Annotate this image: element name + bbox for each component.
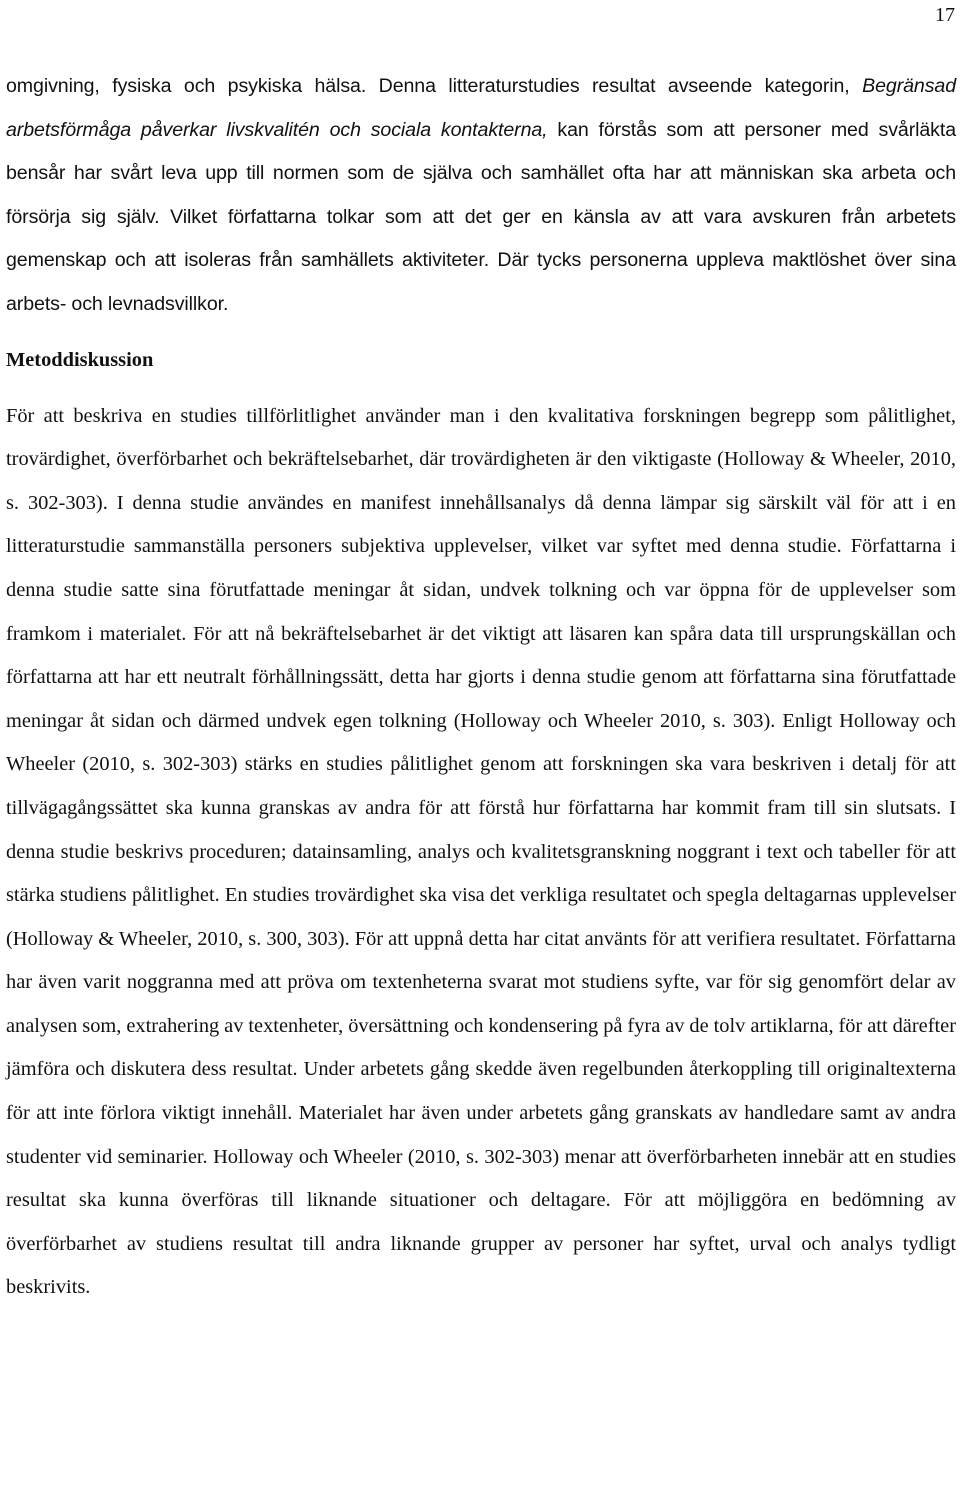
- paragraph-method-discussion: För att beskriva en studies tillförlitlighet använder man i den kvalitativa forskningen begrepp som pålitlighet, trovärdighet, överförbarhet och bekräftelsebarhet, där trovärdigheten är den viktigaste (Holloway & Wheeler, 2010, s. 302-303). I denna studie användes en manifest innehållsanalys då denna lämpar sig särskilt väl för att i en litteraturstudie sammanställa personers subjektiva upplevelser, vilket var syftet med denna studie. Författarna i denna studie satte sina förutfattade meningar åt sidan, undvek tolkning och var öppna för de upplevelser som framkom i materialet. För att nå bekräftelsebarhet är det viktigt att läsaren kan spåra data till ursprungskällan och författarna att har ett neutralt förhållningssätt, detta har gjorts i denna studie genom att författarna sina förutfattade meningar åt sidan och därmed undvek egen tolkning (Holloway och Wheeler 2010, s. 303). Enligt Holloway och Wheeler (2010, s. 302-303) stärks en studies pålitlighet genom att forskningen ska vara beskriven i detalj för att tillvägagångssättet ska kunna granskas av andra för att förstå hur författarna har kommit fram till sin slutsats. I denna studie beskrivs proceduren; datainsamling, analys och kvalitetsgranskning noggrant i text och tabeller för att stärka studiens pålitlighet. En studies trovärdighet ska visa det verkliga resultatet och spegla deltagarnas upplevelser (Holloway & Wheeler, 2010, s. 300, 303). För att uppnå detta har citat använts för att verifiera resultatet. Författarna har även varit noggranna med att pröva om textenheterna svarat mot studiens syfte, var för sig genomfört delar av analysen som, extrahering av textenheter, översättning och kondensering på fyra av de tolv artiklarna, för att därefter jämföra och diskutera dess resultat. Under arbetets gång skedde även regelbunden återkoppling till originaltexterna för att inte förlora viktigt innehåll. Materialet har även under arbetets gång granskats av handledare samt av andra studenter vid seminarier. Holloway och Wheeler (2010, s. 302-303) menar att överförbarheten innebär att en studies resultat ska kunna överföras till liknande situationer och deltagare. För att möjliggöra en bedömning av överförbarhet av studiens resultat till andra liknande grupper av personer har syftet, urval och analys tydligt beskrivits.: [6, 404, 956, 1299]
- page-number: 17: [935, 4, 955, 26]
- document-body: [6, 65, 956, 1310]
- section-heading: Metoddiskussion: [6, 348, 154, 371]
- paragraph-results-summary: [6, 65, 956, 327]
- paragraph-intro-text: omgivning, fysiska och psykiska hälsa. Denna litteraturstudies resultat avseende kategorin,: [6, 75, 863, 97]
- paragraph-rest-text: kan förstås som att personer med svårläkta bensår har svårt leva upp till normen som de själva och samhället ofta har att människan ska arbeta och försörja sig själv. Vilket författarna tolkar som att det ger en känsla av att vara avskuren från arbetets gemenskap och att isoleras från samhällets aktiviteter. Där tycks personerna uppleva maktlöshet över sina arbets- och levnadsvillkor.: [6, 118, 957, 315]
- category-title-italic: Begränsad arbetsförmåga påverkar livskvalitén och sociala kontakterna,: [6, 75, 956, 141]
